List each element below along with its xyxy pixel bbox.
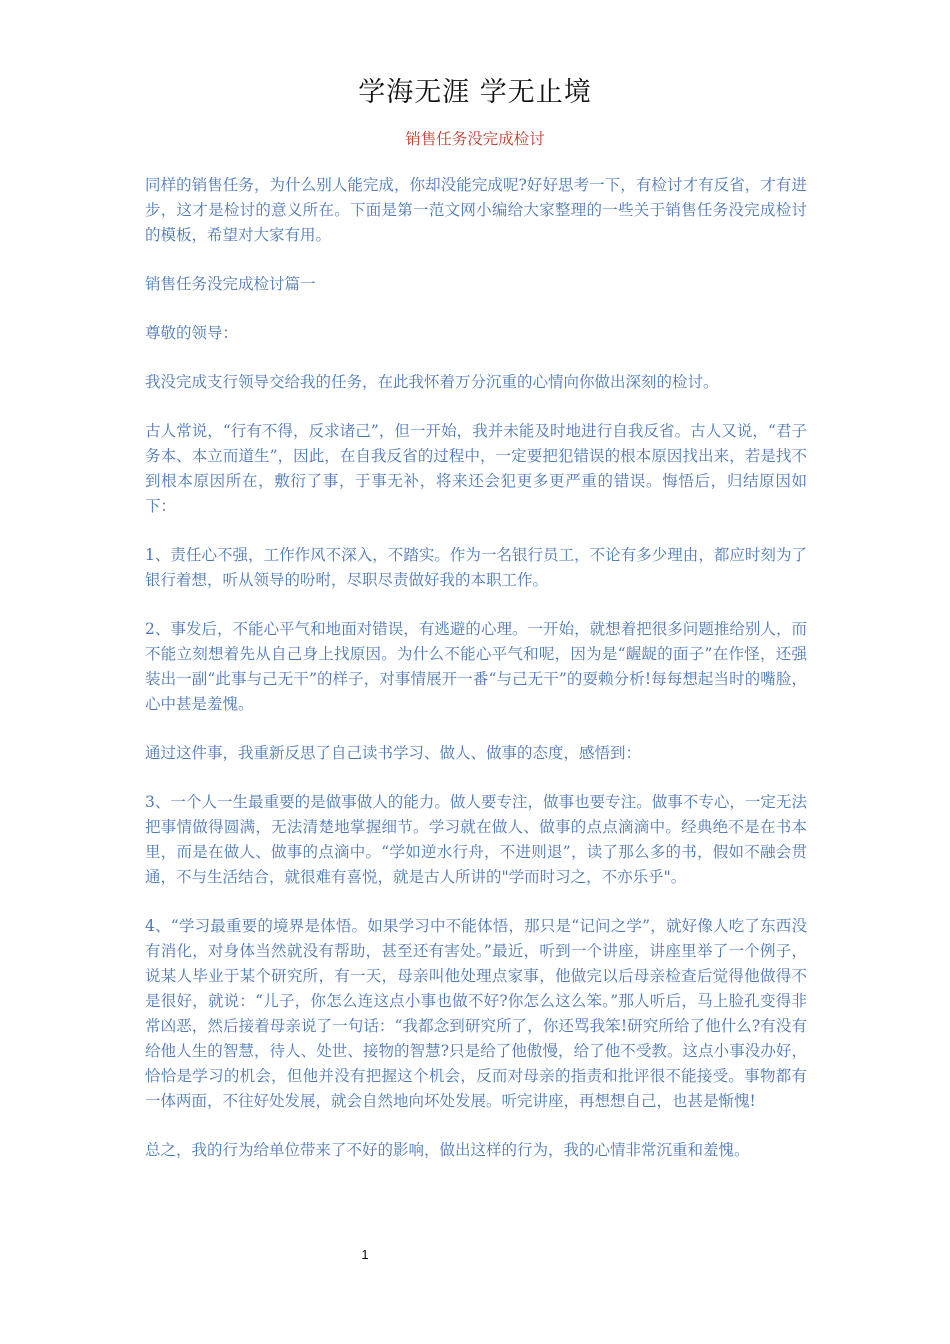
body-paragraph: 古人常说，“行有不得，反求诸己”，但一开始，我并未能及时地进行自我反省。古人又说，“君子务本、本立而道生”，因此，在自我反省的过程中，一定要把犯错误的根本原因找出来，若是找不到根本原因所在，敷衍了事，于事无补，将来还会犯更多更严重的错误。悔悟后，归结原因如下： [145,422,807,515]
intro-paragraph: 同样的销售任务，为什么别人能完成，你却没能完成呢?好好思考一下，有检讨才有反省，才有进步，这才是检讨的意义所在。下面是第一范文网小编给大家整理的一些关于销售任务没完成检讨的模板，希望对大家有用。 [145,176,807,244]
section-heading: 销售任务没完成检讨篇一 [145,275,316,293]
body-paragraph: 我没完成支行领导交给我的任务，在此我怀着万分沉重的心情向你做出深刻的检讨。 [145,373,719,391]
body-paragraph: 3、一个人一生最重要的是做事做人的能力。做人要专注，做事也要专注。做事不专心，一定无法把事情做得圆满，无法清楚地掌握细节。学习就在做人、做事的点点滴滴中。经典绝不是在书本里，而是在做人、做事的点滴中。“学如逆水行舟，不进则退”，读了那么多的书，假如不融会贯通，不与生活结合，就很难有喜悦，就是古人所讲的"学而时习之，不亦乐乎"。 [145,793,807,886]
page-header-slogan: 学海无涯 学无止境 [358,77,592,108]
page-number: 1 [361,1247,369,1262]
closing-paragraph: 总之，我的行为给单位带来了不好的影响，做出这样的行为，我的心情非常沉重和羞愧。 [145,1141,750,1159]
body-paragraph: 4、“学习最重要的境界是体悟。如果学习中不能体悟，那只是“记问之学”，就好像人吃了东西没有消化，对身体当然就没有帮助，甚至还有害处。”最近，听到一个讲座，讲座里举了一个例子，说某人毕业于某个研究所，有一天，母亲叫他处理点家事，他做完以后母亲检查后觉得他做得不是很好，就说：“儿子，你怎么连这点小事也做不好?你怎么这么笨。”那人听后，马上脸孔变得非常凶恶，然后接着母亲说了一句话：“我都念到研究所了，你还骂我笨!研究所给了他什么?有没有给他人生的智慧，待人、处世、接物的智慧?只是给了他傲慢，给了他不受教。这点小事没办好，恰恰是学习的机会，但他并没有把握这个机会，反而对母亲的指责和批评很不能接受。事物都有一体两面，不往好处发展，就会自然地向坏处发展。听完讲座，再想想自己，也甚是惭愧! [145,917,807,1110]
document-body [145,173,807,1187]
body-paragraph: 2、事发后，不能心平气和地面对错误，有逃避的心理。一开始，就想着把很多问题推给别人，而不能立刻想着先从自己身上找原因。为什么不能心平气和呢，因为是“龌龊的面子”在作怪，还强装出一副“此事与己无干”的样子，对事情展开一番“与己无干”的耍赖分析!每每想起当时的嘴脸，心中甚是羞愧。 [145,620,807,713]
document-title: 销售任务没完成检讨 [405,130,545,148]
salutation: 尊敬的领导： [145,324,239,342]
body-paragraph: 1、责任心不强，工作作风不深入，不踏实。作为一名银行员工，不论有多少理由，都应时刻为了银行着想，听从领导的吩咐，尽职尽责做好我的本职工作。 [145,546,807,589]
body-paragraph: 通过这件事，我重新反思了自己读书学习、做人、做事的态度，感悟到： [145,744,642,762]
